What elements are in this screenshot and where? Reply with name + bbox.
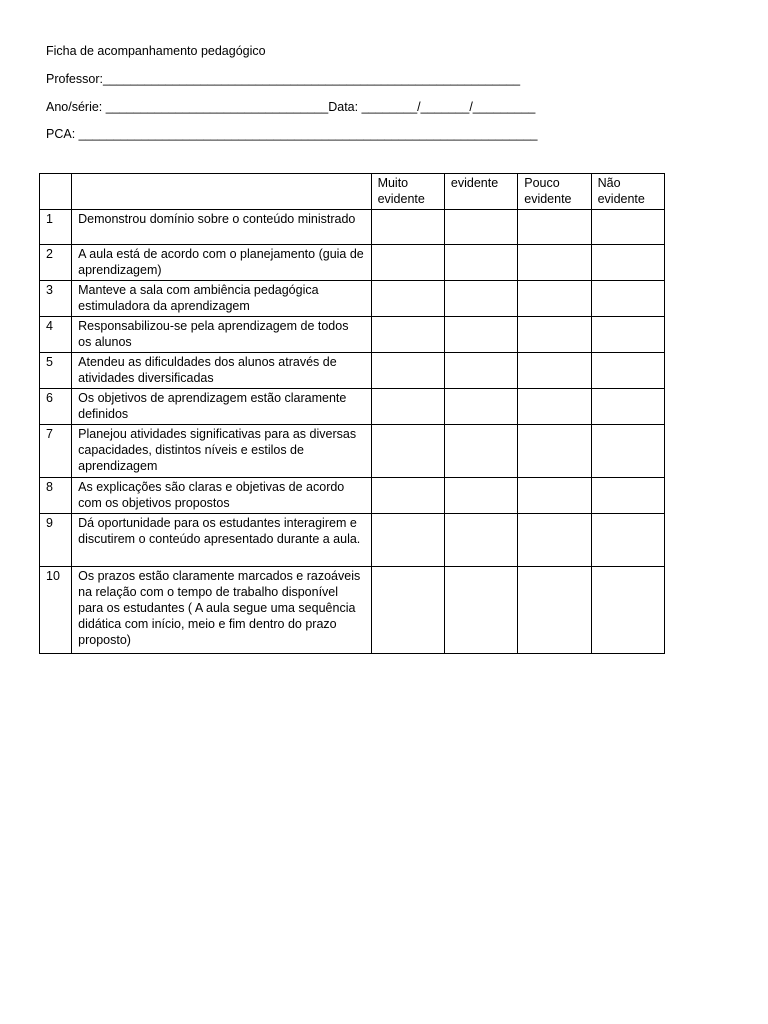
table-header-row [40,174,665,210]
row-number: 3 [40,281,72,317]
rating-cell-pouco-evidente[interactable] [518,389,591,425]
rating-cell-pouco-evidente[interactable] [518,478,591,514]
rating-cell-evidente[interactable] [444,245,517,281]
header-cell-nao-evidente: Não evidente [591,174,664,210]
row-number: 5 [40,353,72,389]
rating-cell-pouco-evidente[interactable] [518,317,591,353]
rating-cell-evidente[interactable] [444,353,517,389]
header-cell-item [72,174,371,210]
rating-cell-nao-evidente[interactable] [591,353,664,389]
professor-field: Professor:____________________________________________________________ [46,72,521,86]
table-row [40,389,665,425]
rating-cell-nao-evidente[interactable] [591,317,664,353]
rating-cell-pouco-evidente[interactable] [518,245,591,281]
header-cell-pouco-evidente: Pouco evidente [518,174,591,210]
row-number: 7 [40,425,72,478]
rating-cell-nao-evidente[interactable] [591,514,664,567]
rating-cell-muito-evidente[interactable] [371,567,444,654]
table-row [40,514,665,567]
row-criterion: As explicações são claras e objetivas de acordo com os objetivos propostos [72,478,371,514]
rating-cell-nao-evidente[interactable] [591,567,664,654]
header-cell-evidente: evidente [444,174,517,210]
rating-cell-evidente[interactable] [444,514,517,567]
header-cell-muito-evidente: Muito evidente [371,174,444,210]
row-criterion: A aula está de acordo com o planejamento (guia de aprendizagem) [72,245,371,281]
table-row [40,478,665,514]
rating-cell-muito-evidente[interactable] [371,317,444,353]
table-row [40,567,665,654]
rating-cell-nao-evidente[interactable] [591,245,664,281]
rating-cell-muito-evidente[interactable] [371,514,444,567]
row-number: 6 [40,389,72,425]
row-criterion: Responsabilizou-se pela aprendizagem de todos os alunos [72,317,371,353]
rating-cell-nao-evidente[interactable] [591,389,664,425]
rating-cell-muito-evidente[interactable] [371,210,444,245]
row-number: 4 [40,317,72,353]
table-row [40,245,665,281]
ano-data-field: Ano/série: ________________________________Data: ________/_______/_________ [46,100,536,114]
rating-cell-pouco-evidente[interactable] [518,353,591,389]
rating-cell-evidente[interactable] [444,425,517,478]
rating-cell-nao-evidente[interactable] [591,281,664,317]
pca-field: PCA: __________________________________________________________________ [46,127,538,141]
row-criterion: Dá oportunidade para os estudantes interagirem e discutirem o conteúdo apresentado durante a aula. [72,514,371,567]
row-criterion: Manteve a sala com ambiência pedagógica estimuladora da aprendizagem [72,281,371,317]
table-row [40,425,665,478]
document-title: Ficha de acompanhamento pedagógico [46,44,266,58]
rating-cell-pouco-evidente[interactable] [518,514,591,567]
row-number: 1 [40,210,72,245]
evaluation-table [39,173,665,654]
rating-cell-muito-evidente[interactable] [371,281,444,317]
table-row [40,353,665,389]
rating-cell-evidente[interactable] [444,210,517,245]
rating-cell-evidente[interactable] [444,567,517,654]
rating-cell-muito-evidente[interactable] [371,353,444,389]
row-criterion: Demonstrou domínio sobre o conteúdo ministrado [72,210,371,245]
rating-cell-muito-evidente[interactable] [371,425,444,478]
table-row [40,281,665,317]
row-number: 8 [40,478,72,514]
row-criterion: Os objetivos de aprendizagem estão claramente definidos [72,389,371,425]
rating-cell-muito-evidente[interactable] [371,245,444,281]
table-row [40,317,665,353]
rating-cell-pouco-evidente[interactable] [518,210,591,245]
row-criterion: Planejou atividades significativas para as diversas capacidades, distintos níveis e estilos de aprendizagem [72,425,371,478]
rating-cell-evidente[interactable] [444,478,517,514]
table-row [40,210,665,245]
rating-cell-muito-evidente[interactable] [371,389,444,425]
rating-cell-evidente[interactable] [444,317,517,353]
rating-cell-nao-evidente[interactable] [591,425,664,478]
rating-cell-nao-evidente[interactable] [591,210,664,245]
rating-cell-pouco-evidente[interactable] [518,425,591,478]
rating-cell-muito-evidente[interactable] [371,478,444,514]
row-number: 9 [40,514,72,567]
row-number: 2 [40,245,72,281]
row-criterion: Os prazos estão claramente marcados e razoáveis na relação com o tempo de trabalho disponível para os estudantes ( A aula segue uma sequência didática com início, meio e fim dentro do prazo proposto) [72,567,371,654]
rating-cell-evidente[interactable] [444,389,517,425]
rating-cell-pouco-evidente[interactable] [518,567,591,654]
header-cell-num [40,174,72,210]
rating-cell-pouco-evidente[interactable] [518,281,591,317]
row-number: 10 [40,567,72,654]
rating-cell-nao-evidente[interactable] [591,478,664,514]
row-criterion: Atendeu as dificuldades dos alunos através de atividades diversificadas [72,353,371,389]
rating-cell-evidente[interactable] [444,281,517,317]
